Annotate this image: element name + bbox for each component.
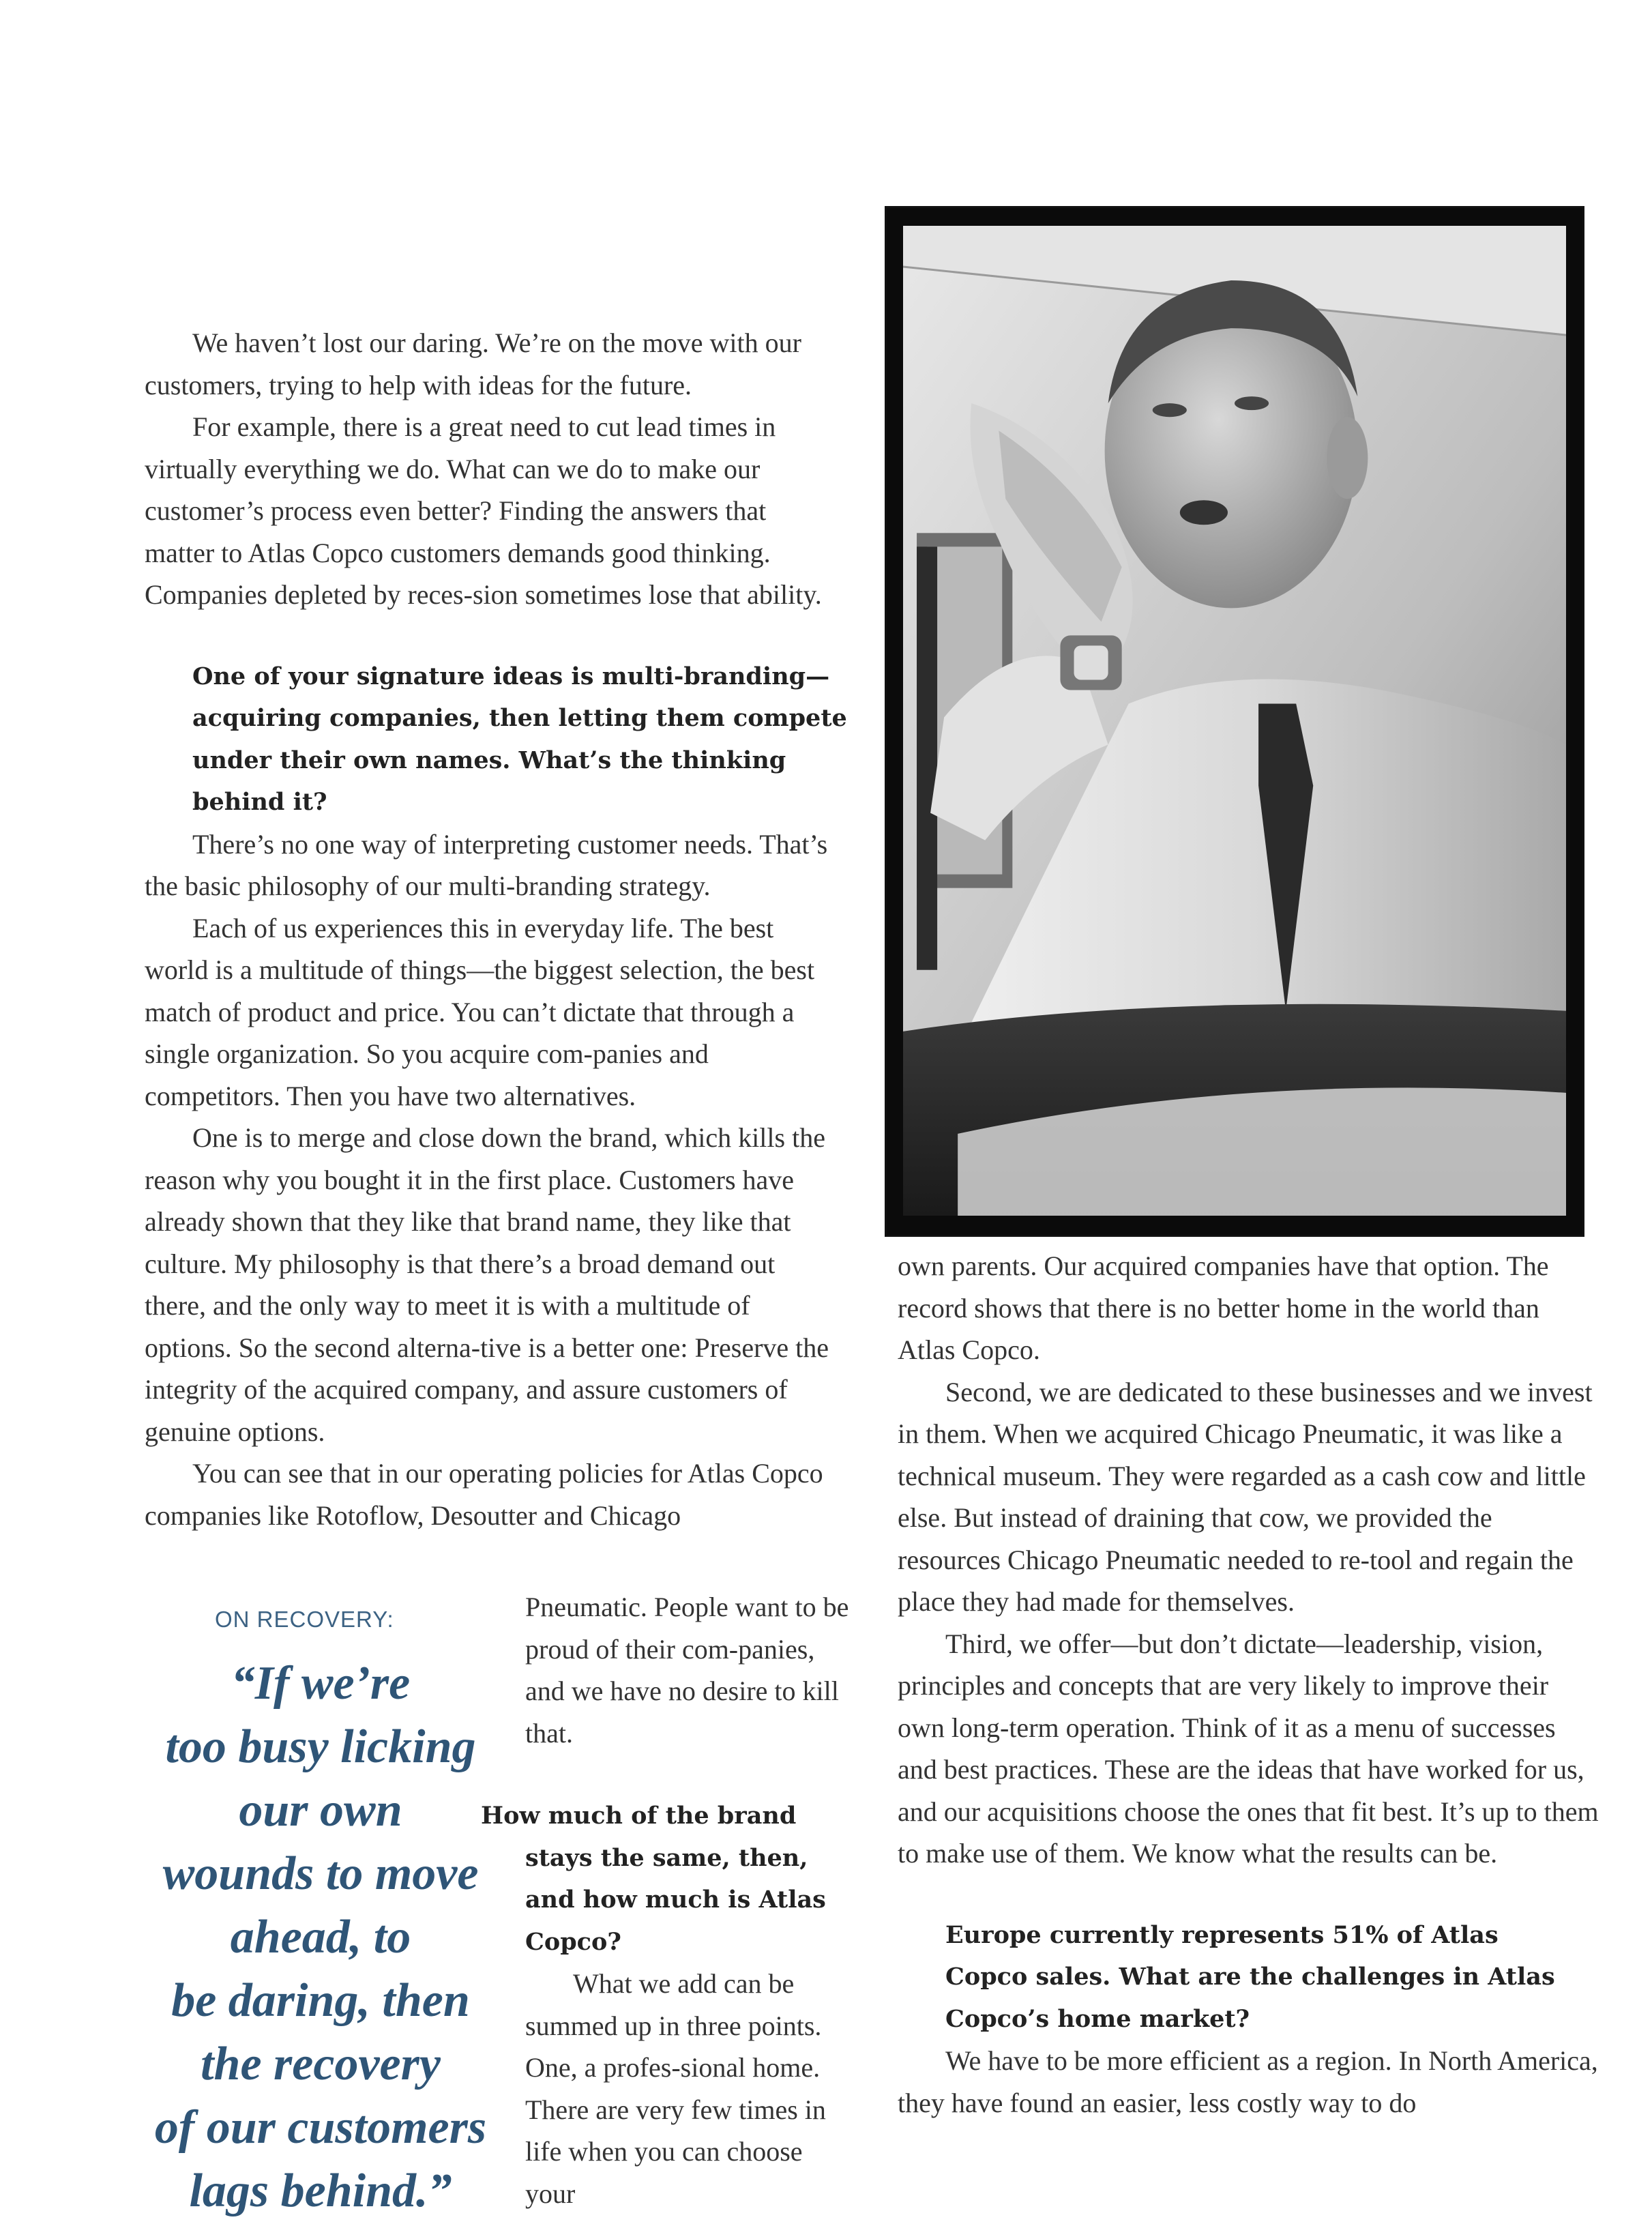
middle-column [481,1586,849,2214]
pull-quote-line: our own [239,1784,402,1836]
pull-quote-heading: ON RECOVERY: [215,1607,394,1632]
pull-quote-line: of our customers [154,2101,487,2154]
paragraph-proud: Pneumatic. People want to be proud of their com-panies, and we have no desire to kill that. [525,1592,849,1748]
pull-quote-line: “If we’re [231,1657,411,1710]
paragraph-operating-policies: You can see that in our operating policies for Atlas Copco companies like Rotoflow, Desoutter and Chicago [145,1458,823,1531]
paragraph-merge: One is to merge and close down the brand, which kills the reason why you bought it in the first place. Customers have already shown that they like that brand name, they like that culture. My philosophy is that there’s a broad demand out there, and the only way to meet it is with a multitude of options. So the second alterna-tive is a better one: Preserve the integrity of the acquired company, and assure customers of genuine options. [145,1122,829,1447]
paragraph-lead-times: For example, there is a great need to cut lead times in virtually everything we do. What can we do to make our customer’s process even better? Finding the answers that matter to Atlas Copco customers demands good thinking. Companies depleted by reces-sion sometimes lose that ability. [145,411,822,610]
pull-quote-line: the recovery [201,2038,441,2090]
pull-quote-line: lags behind.” [189,2165,452,2217]
portrait-photo [903,226,1566,1216]
question-multi-branding: One of your signature ideas is multi-branding—acquiring companies, then letting them compete under their own names. What’s the thinking behind it? [192,662,847,816]
paragraph-philosophy: There’s no one way of interpreting customer needs. That’s the basic philosophy of our multi-branding strategy. [145,828,828,901]
paragraph-third: Third, we offer—but don’t dictate—leadership, vision, principles and concepts that are very likely to improve their own long-term operation. Think of it as a menu of successes and best practices. These are the ideas that have worked for us, and our acquisitions choose the ones that fit best. It’s up to them to make use of them. We know what the results can be. [898,1628,1599,1869]
paragraph-three-points: What we add can be summed up in three points. One, a profes-sional home. There are very few times in life when you can choose your [525,1968,826,2209]
pull-quote-line: too busy licking [165,1721,476,1773]
portrait-photo-illustration [903,226,1566,1216]
portrait-photo-frame [887,208,1582,1235]
question-europe: Europe currently represents 51% of Atlas Copco sales. What are the challenges in Atlas Copco’s home market? [945,1920,1555,2033]
question-brand-stays: How much of the brand stays the same, then, and how much is Atlas Copco? [481,1802,826,1956]
pull-quote [136,1607,505,2223]
paragraph-daring: We haven’t lost our daring. We’re on the move with our customers, trying to help with ideas for the future. [145,327,801,400]
pull-quote-line: wounds to move [162,1847,479,1900]
right-column [898,1245,1600,2124]
paragraph-everyday-life: Each of us experiences this in everyday life. The best world is a multitude of things—the biggest selection, the best match of product and price. You can’t dictate that through a single organization. So you acquire com-panies and competitors. Then you have two alternatives. [145,912,815,1111]
pull-quote-line: ahead, to [230,1911,411,1963]
paragraph-efficient: We have to be more efficient as a region. In North America, they have found an easier, less costly way to do [898,2045,1598,2118]
paragraph-dedicated: Second, we are dedicated to these businesses and we invest in them. When we acquired Chicago Pneumatic, it was like a technical museum. They were regarded as a cash cow and little else. But instead of draining that cow, we provided the resources Chicago Pneumatic needed to re-tool and regain the place they had made for themselves. [898,1376,1593,1617]
left-column [145,322,847,1536]
paragraph-own-parents: own parents. Our acquired companies have that option. The record shows that there is no better home in the world than Atlas Copco. [898,1250,1549,1365]
pull-quote-line: be daring, then [171,1974,470,2027]
